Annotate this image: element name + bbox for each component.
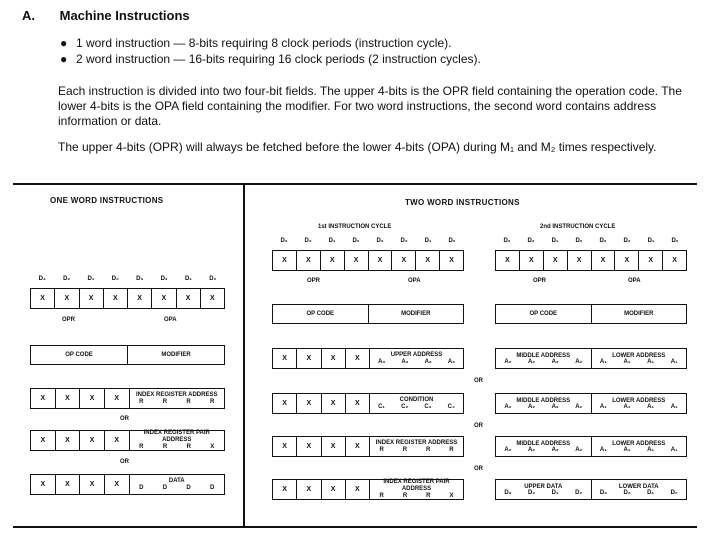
bit-cell: X <box>80 475 105 494</box>
two-word-title: TWO WORD INSTRUCTIONS <box>405 198 520 207</box>
bit-label: D₂ <box>527 238 535 244</box>
bit-cell: X <box>80 389 105 408</box>
bit-cell: X <box>80 289 104 308</box>
field <box>496 480 592 499</box>
field <box>592 394 687 413</box>
bit-label: D₂ <box>304 238 312 244</box>
data-field <box>130 475 225 494</box>
section-heading <box>22 8 190 23</box>
field-sub: A₂ <box>527 446 535 453</box>
field-sub: A₃ <box>378 358 386 365</box>
bit-cell: X <box>639 251 663 270</box>
two-word-left-row <box>272 436 464 457</box>
cycle2-label: 2nd INSTRUCTION CYCLE <box>540 224 616 230</box>
bit-label: D₂ <box>63 276 71 282</box>
bit-cell: X <box>297 251 321 270</box>
bit-cell: X <box>177 289 201 308</box>
field-title: INDEX REGISTER PAIR ADDRESS <box>383 479 450 492</box>
bit-label: D₀ <box>352 238 360 244</box>
bit-cell: X <box>55 289 79 308</box>
bit-cell: X <box>568 251 592 270</box>
field-title: UPPER DATA <box>524 483 563 490</box>
field-title: LOWER DATA <box>618 483 659 490</box>
field-sub: A₁ <box>623 358 631 365</box>
bit-label: D₂ <box>623 238 631 244</box>
bit-cell: X <box>56 475 81 494</box>
opr-label: OPR <box>307 278 321 284</box>
modifier-label: MODIFIER <box>624 311 654 317</box>
bit-cell: X <box>346 349 370 368</box>
field <box>370 437 463 456</box>
field-sub: A₂ <box>504 403 512 410</box>
field-title: LOWER ADDRESS <box>612 352 666 359</box>
field-sub: A₂ <box>575 358 583 365</box>
bit-label: D₃ <box>280 238 288 244</box>
one-word-title: ONE WORD INSTRUCTIONS <box>50 196 164 205</box>
field-sub: D₀ <box>575 489 583 496</box>
bit-cell: X <box>321 251 345 270</box>
field-sub: D <box>186 484 191 491</box>
cycle1-bit-box <box>272 250 464 271</box>
opa-label: OPA <box>164 317 177 323</box>
bit-cell: X <box>104 289 128 308</box>
field-sub: A₁ <box>647 358 654 365</box>
bit-label: D₀ <box>671 238 679 244</box>
cycle2-bit-labels <box>495 238 687 244</box>
field-sub: A₂ <box>551 403 559 410</box>
field-sub: A₁ <box>670 446 678 453</box>
two-word-left-row <box>272 479 464 500</box>
field-sub: A₁ <box>599 358 607 365</box>
field-title: MIDDLE ADDRESS <box>516 397 571 404</box>
field-sub: D₂ <box>623 489 631 496</box>
bit-cell: X <box>297 394 321 413</box>
field-sub: A₁ <box>670 358 678 365</box>
bit-cell: X <box>210 295 215 302</box>
bit-cell: X <box>80 431 105 450</box>
field-sub: A₂ <box>504 446 512 453</box>
field-sub: D <box>210 484 215 491</box>
field-sub: R <box>186 398 191 405</box>
bit-label: D₀ <box>448 238 456 244</box>
bit-cell: X <box>297 480 321 499</box>
field-sub: R <box>425 446 431 453</box>
modifier-label: MODIFIER <box>401 311 431 317</box>
op-code-label: OP CODE <box>273 305 369 323</box>
field <box>592 437 687 456</box>
bit-cell: X <box>346 480 370 499</box>
bit-cell: X <box>31 475 56 494</box>
bit-cell: X <box>297 349 321 368</box>
field-title: UPPER ADDRESS <box>390 351 443 358</box>
field-sub: D₁ <box>551 489 559 496</box>
field <box>592 349 687 368</box>
bit-label: D₃ <box>599 238 607 244</box>
field-sub: R <box>426 493 431 499</box>
bit-cell: X <box>31 431 56 450</box>
bit-label: D₁ <box>185 276 192 282</box>
bit-cell: X <box>346 437 370 456</box>
field-sub: D <box>162 484 168 491</box>
section-title: Machine Instructions <box>59 8 190 23</box>
two-word-right-row <box>495 393 687 414</box>
bit-cell: X <box>369 251 393 270</box>
op-code-label: OP CODE <box>496 305 592 323</box>
bit-cell: X <box>345 251 369 270</box>
data-row <box>30 474 225 495</box>
bit-cell: X <box>416 251 440 270</box>
field <box>496 394 592 413</box>
field <box>370 480 463 499</box>
bit-cell: X <box>592 251 616 270</box>
bullet-item <box>60 36 451 50</box>
field-sub: A₂ <box>575 446 583 453</box>
bit-cell: X <box>105 389 130 408</box>
opa-label: OPA <box>408 278 421 284</box>
bit-cell: X <box>105 431 130 450</box>
cycle1-bit-labels <box>272 238 464 244</box>
bit-cell: X <box>31 289 55 308</box>
bit-cell: X <box>105 475 130 494</box>
field-sub: R <box>186 444 191 450</box>
bit-label: D₁ <box>328 238 336 244</box>
or-label: OR <box>474 466 483 472</box>
field-sub: R <box>402 446 408 453</box>
two-word-left-row <box>272 348 464 369</box>
bit-label: D₁ <box>87 276 95 282</box>
field <box>496 437 592 456</box>
bit-label: D₀ <box>209 276 217 282</box>
field-sub: C₁ <box>378 403 385 410</box>
bit-label: D₂ <box>160 276 168 282</box>
or-label: OR <box>120 459 129 465</box>
paragraph: Each instruction is divided into two four-bit fields. The upper 4-bits is the OPR field containing the operation code. The lower 4-bits is the OPA field containing the modifier. For two word instructions, the second word contains address information or data. <box>58 84 682 128</box>
or-label: OR <box>120 416 129 422</box>
bit-cell: X <box>615 251 639 270</box>
field-sub: R <box>139 444 144 450</box>
bit-label: D₀ <box>575 238 583 244</box>
bit-cell: X <box>346 394 370 413</box>
field-sub: R <box>449 446 454 453</box>
field-sub: R <box>402 493 408 499</box>
field-sub: D₂ <box>528 489 536 496</box>
cycle2-bit-box <box>495 250 687 271</box>
bit-cell: X <box>56 431 81 450</box>
bit-cell: X <box>56 389 81 408</box>
field-title: LOWER ADDRESS <box>612 440 666 447</box>
index-pair-field <box>130 431 225 450</box>
field-sub: A₂ <box>575 403 583 410</box>
bit-cell: X <box>273 394 297 413</box>
field-sub: R <box>379 493 384 499</box>
field-sub: R <box>162 398 168 405</box>
cycle2-field-box <box>495 304 687 324</box>
bit-cell: X <box>152 289 176 308</box>
figure-divider <box>243 183 245 526</box>
field-sub: R <box>379 446 384 453</box>
field-sub: D₀ <box>670 489 678 496</box>
bit-cell: X <box>322 394 346 413</box>
index-register-field <box>130 389 225 408</box>
field-sub: X <box>449 493 454 499</box>
opr-label: OPR <box>62 317 76 323</box>
field-sub: A₂ <box>504 358 512 365</box>
field-sub: A₂ <box>527 403 535 410</box>
bit-cell: X <box>392 251 416 270</box>
field-sub: D₃ <box>599 489 607 496</box>
bullet-text: 2 word instruction — 16-bits requiring 16 clock periods (2 instruction cycles). <box>76 52 481 66</box>
bit-label: D₃ <box>38 276 46 282</box>
field-sub: A₃ <box>401 358 409 365</box>
op-code-label: OP CODE <box>31 346 128 364</box>
or-label: OR <box>474 423 483 429</box>
bit-label: D₁ <box>647 238 655 244</box>
two-word-right-row <box>495 479 687 500</box>
bit-cell: X <box>449 257 454 264</box>
field-sub: C₃ <box>424 403 432 410</box>
field-title: INDEX REGISTER ADDRESS <box>136 391 218 398</box>
field-sub: X <box>210 444 215 450</box>
bit-label: D₃ <box>503 238 511 244</box>
two-word-left-row <box>272 393 464 414</box>
field-sub: C₄ <box>447 403 455 410</box>
field <box>496 349 592 368</box>
bit-cell: X <box>322 437 346 456</box>
opa-label: OPA <box>628 278 641 284</box>
two-word-right-row <box>495 436 687 457</box>
modifier-label: MODIFIER <box>161 352 191 358</box>
cycle1-field-box <box>272 304 464 324</box>
field-title: MIDDLE ADDRESS <box>516 440 571 447</box>
section-letter: A. <box>22 8 35 23</box>
bit-cell: X <box>297 437 321 456</box>
field <box>592 480 687 499</box>
bullet-text: 1 word instruction — 8-bits requiring 8 clock periods (instruction cycle). <box>76 36 452 50</box>
field-sub: A₂ <box>551 446 559 453</box>
bit-label: D₀ <box>111 276 119 282</box>
bit-cell: X <box>672 257 677 264</box>
index-pair-row <box>30 430 225 451</box>
field-sub: A₁ <box>623 446 631 453</box>
bit-cell: X <box>520 251 544 270</box>
bit-label: D₃ <box>136 276 144 282</box>
field-sub: A₁ <box>599 446 607 453</box>
bit-cell: X <box>544 251 568 270</box>
field-sub: A₁ <box>647 403 654 410</box>
bit-cell: X <box>31 389 56 408</box>
bit-cell: X <box>128 289 152 308</box>
field-sub: A₃ <box>424 358 432 365</box>
field-sub: A₂ <box>551 358 559 365</box>
field-sub: D₃ <box>504 489 512 496</box>
field-sub: C₂ <box>401 403 409 410</box>
field-title: INDEX REGISTER ADDRESS <box>375 439 458 446</box>
field-sub: A₃ <box>447 358 455 365</box>
bit-cell: X <box>273 251 297 270</box>
field-sub: A₁ <box>670 403 678 410</box>
one-word-bit-labels <box>30 276 225 282</box>
bullet-item <box>60 52 481 66</box>
field-sub: A₁ <box>623 403 631 410</box>
bit-cell: X <box>273 480 297 499</box>
bit-label: D₁ <box>424 238 432 244</box>
bit-cell: X <box>496 251 520 270</box>
bit-label: D₃ <box>376 238 384 244</box>
field-title: INDEX REGISTER PAIR ADDRESS <box>143 430 210 443</box>
field-sub: A₁ <box>647 446 654 453</box>
field-title: CONDITION <box>399 396 434 403</box>
field <box>370 349 463 368</box>
bit-cell: X <box>322 349 346 368</box>
two-word-right-row <box>495 348 687 369</box>
field <box>370 394 463 413</box>
field-title: MIDDLE ADDRESS <box>516 352 571 359</box>
bit-cell: X <box>273 437 297 456</box>
field-title: DATA <box>168 477 185 484</box>
field-sub: D <box>139 484 144 491</box>
one-word-bit-box <box>30 288 225 309</box>
bit-cell: X <box>322 480 346 499</box>
field-sub: A₁ <box>599 403 607 410</box>
bit-cell: X <box>273 349 297 368</box>
paragraph: The upper 4-bits (OPR) will always be fetched before the lower 4-bits (OPA) during M₁ and M₂ times respectively. <box>58 140 657 154</box>
field-title: LOWER ADDRESS <box>612 397 666 404</box>
field-sub: R <box>139 398 144 405</box>
cycle1-label: 1st INSTRUCTION CYCLE <box>318 224 392 230</box>
bullet-icon: ● <box>60 36 68 50</box>
field-sub: D₁ <box>647 489 654 496</box>
or-label: OR <box>474 378 483 384</box>
bullet-icon: ● <box>60 52 68 66</box>
bit-label: D₁ <box>551 238 559 244</box>
field-sub: R <box>162 444 168 450</box>
field-sub: R <box>210 398 215 405</box>
bit-label: D₂ <box>400 238 408 244</box>
index-register-row <box>30 388 225 409</box>
one-word-field-box <box>30 345 225 365</box>
opr-label: OPR <box>533 278 547 284</box>
field-sub: A₂ <box>527 358 535 365</box>
